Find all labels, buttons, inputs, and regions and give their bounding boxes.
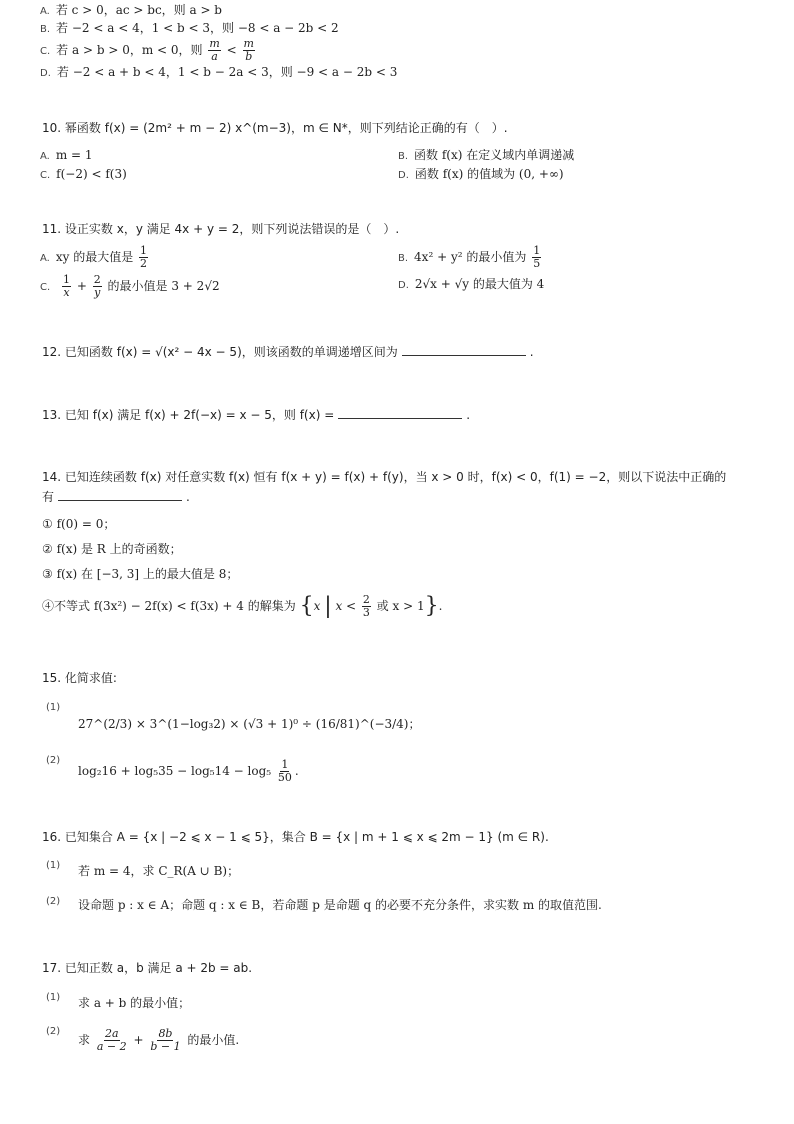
option-letter: C.: [40, 282, 51, 293]
q14-stem-line1: 14. 已知连续函数 f(x) 对任意实数 f(x) 恒有 f(x + y) = f(x) + f(y)，当 x > 0 时，f(x) < 0，f(1) = −2，则以下说法中正确的: [42, 470, 727, 484]
q16-part-1: 若 m = 4，求 C_R(A ∪ B)；: [78, 864, 240, 878]
q15-stem: 15. 化简求值:: [42, 671, 117, 685]
answer-blank[interactable]: [402, 343, 526, 356]
q11-option-a: [40, 243, 150, 273]
q12-stem: [42, 343, 534, 360]
q14-stem-line2: [42, 488, 190, 505]
question-text: 12. 已知函数 f(x) = √(x² − 4x − 5)，则该函数的单调递增区间为: [42, 345, 398, 359]
q17-part-1: 求 a + b 的最小值；: [78, 996, 191, 1010]
option-text: 若 −2 < a < 4，1 < b < 3，则 −8 < a − 2b < 2: [56, 21, 339, 35]
question-text: 有: [42, 490, 55, 504]
set-condition: 或 x > 1: [376, 599, 425, 613]
q11-stem: 11. 设正实数 x，y 满足 4x + y = 2，则下列说法错误的是（ ）.: [42, 222, 400, 236]
less-than: <: [226, 43, 237, 57]
q11-option-c: [40, 271, 220, 303]
option-text: 若 a > b > 0，m < 0，则: [56, 43, 203, 57]
option-letter: B.: [398, 151, 409, 162]
q15-part-2-number: (2): [46, 755, 61, 766]
q10-option-d: [398, 166, 564, 184]
q10-option-c: [40, 166, 127, 184]
fraction: $\frac{8b}{b - 1}$: [150, 1027, 181, 1053]
left-brace: {: [299, 593, 314, 619]
statement-text: ④不等式 f(3x²) − 2f(x) < f(3x) + 4 的解集为: [42, 599, 296, 613]
answer-blank[interactable]: [58, 488, 182, 501]
q10-option-b: [398, 147, 574, 165]
option-text: 若 −2 < a + b < 4，1 < b − 2a < 3，则 −9 < a − 2b < 3: [56, 65, 398, 79]
q11-option-d: [398, 276, 544, 294]
q14-statement-2: ② f(x) 是 R 上的奇函数；: [42, 542, 182, 556]
option-letter: A.: [40, 253, 50, 264]
option-text: f(−2) < f(3): [56, 167, 127, 181]
plus-sign: +: [76, 279, 87, 293]
option-letter: A.: [40, 6, 50, 17]
q17-part-2-number: (2): [46, 1026, 61, 1037]
q14-statement-1: ① f(0) = 0；: [42, 517, 116, 531]
q9-option-d: [40, 64, 397, 82]
period: .: [529, 345, 534, 359]
q15-part-2: [78, 757, 299, 785]
period: .: [294, 764, 299, 778]
option-letter: D.: [398, 280, 409, 291]
q15-part-1: 27^(2/3) × 3^(1−log₃2) × (√3 + 1)⁰ ÷ (16/81)^(−3/4)；: [78, 717, 421, 731]
option-letter: C.: [40, 46, 51, 57]
q16-part-1-number: (1): [46, 860, 61, 871]
q10-option-a: [40, 147, 93, 165]
option-letter: B.: [398, 253, 409, 264]
option-text: 2√x + √y 的最大值为 4: [414, 277, 545, 291]
q14-statement-3: ③ f(x) 在 [−3, 3] 上的最大值是 8；: [42, 567, 239, 581]
option-letter: D.: [40, 68, 51, 79]
question-text: 的最小值.: [187, 1033, 240, 1047]
fraction: $\frac{1}{x}$: [63, 273, 70, 299]
right-brace: }: [424, 593, 439, 619]
option-text: 若 c > 0，ac > bc，则 a > b: [55, 3, 222, 17]
q16-stem: 16. 已知集合 A = {x | −2 ⩽ x − 1 ⩽ 5}，集合 B = {x | m + 1 ⩽ x ⩽ 2m − 1} (m ∈ R).: [42, 830, 549, 844]
period: .: [438, 599, 443, 613]
q16-part-2: 设命题 p : x ∈ A；命题 q : x ∈ B，若命题 p 是命题 q 的必要不充分条件，求实数 m 的取值范围.: [78, 898, 602, 912]
q9-option-a: [40, 2, 222, 20]
option-text: 函数 f(x) 在定义域内单调递减: [414, 148, 575, 162]
period: .: [466, 408, 471, 422]
option-letter: C.: [40, 170, 51, 181]
q17-part-1-number: (1): [46, 992, 61, 1003]
fraction: $\frac{2}{3}$: [362, 593, 370, 619]
fraction: $\frac{1}{50}$: [277, 758, 292, 784]
fraction: $\frac{1}{2}$: [140, 244, 148, 270]
set-condition: x <: [335, 599, 357, 613]
q11-option-b: [398, 243, 543, 273]
q15-part-1-number: (1): [46, 702, 61, 713]
fraction: $\frac{m}{a}$: [209, 37, 220, 63]
q9-option-b: [40, 20, 339, 38]
plus-sign: +: [133, 1033, 144, 1047]
period: .: [186, 490, 190, 504]
q10-stem: 10. 幂函数 f(x) = (2m² + m − 2) x^(m−3)，m ∈ N*，则下列结论正确的有（ ）.: [42, 121, 508, 135]
option-letter: A.: [40, 151, 50, 162]
question-text: 13. 已知 f(x) 满足 f(x) + 2f(−x) = x − 5，则 f(x) =: [42, 408, 335, 422]
option-letter: B.: [40, 24, 51, 35]
fraction: $\frac{1}{5}$: [533, 244, 541, 270]
answer-blank[interactable]: [338, 406, 462, 419]
question-text: 求: [78, 1033, 91, 1047]
option-text: 函数 f(x) 的值域为 (0, +∞): [414, 167, 564, 181]
fraction: $\frac{2a}{a - 2}$: [96, 1027, 127, 1053]
q9-option-c: [40, 37, 257, 65]
set-bar: |: [324, 593, 332, 619]
fraction: $\frac{m}{b}$: [243, 37, 254, 63]
q13-stem: [42, 406, 470, 423]
option-text: m = 1: [55, 148, 93, 162]
expression: log₂16 + log₅35 − log₅14 − log₅: [78, 764, 272, 778]
q17-part-2: [78, 1024, 239, 1056]
q14-statement-4: [42, 590, 442, 623]
option-text: 的最小值是 3 + 2√2: [107, 279, 220, 293]
fraction: $\frac{2}{y}$: [93, 273, 101, 299]
q16-part-2-number: (2): [46, 896, 61, 907]
q17-stem: 17. 已知正数 a，b 满足 a + 2b = ab.: [42, 961, 253, 975]
option-text: xy 的最大值是: [55, 250, 134, 264]
set-variable: x: [313, 599, 321, 613]
option-letter: D.: [398, 170, 409, 181]
option-text: 4x² + y² 的最小值为: [414, 250, 527, 264]
